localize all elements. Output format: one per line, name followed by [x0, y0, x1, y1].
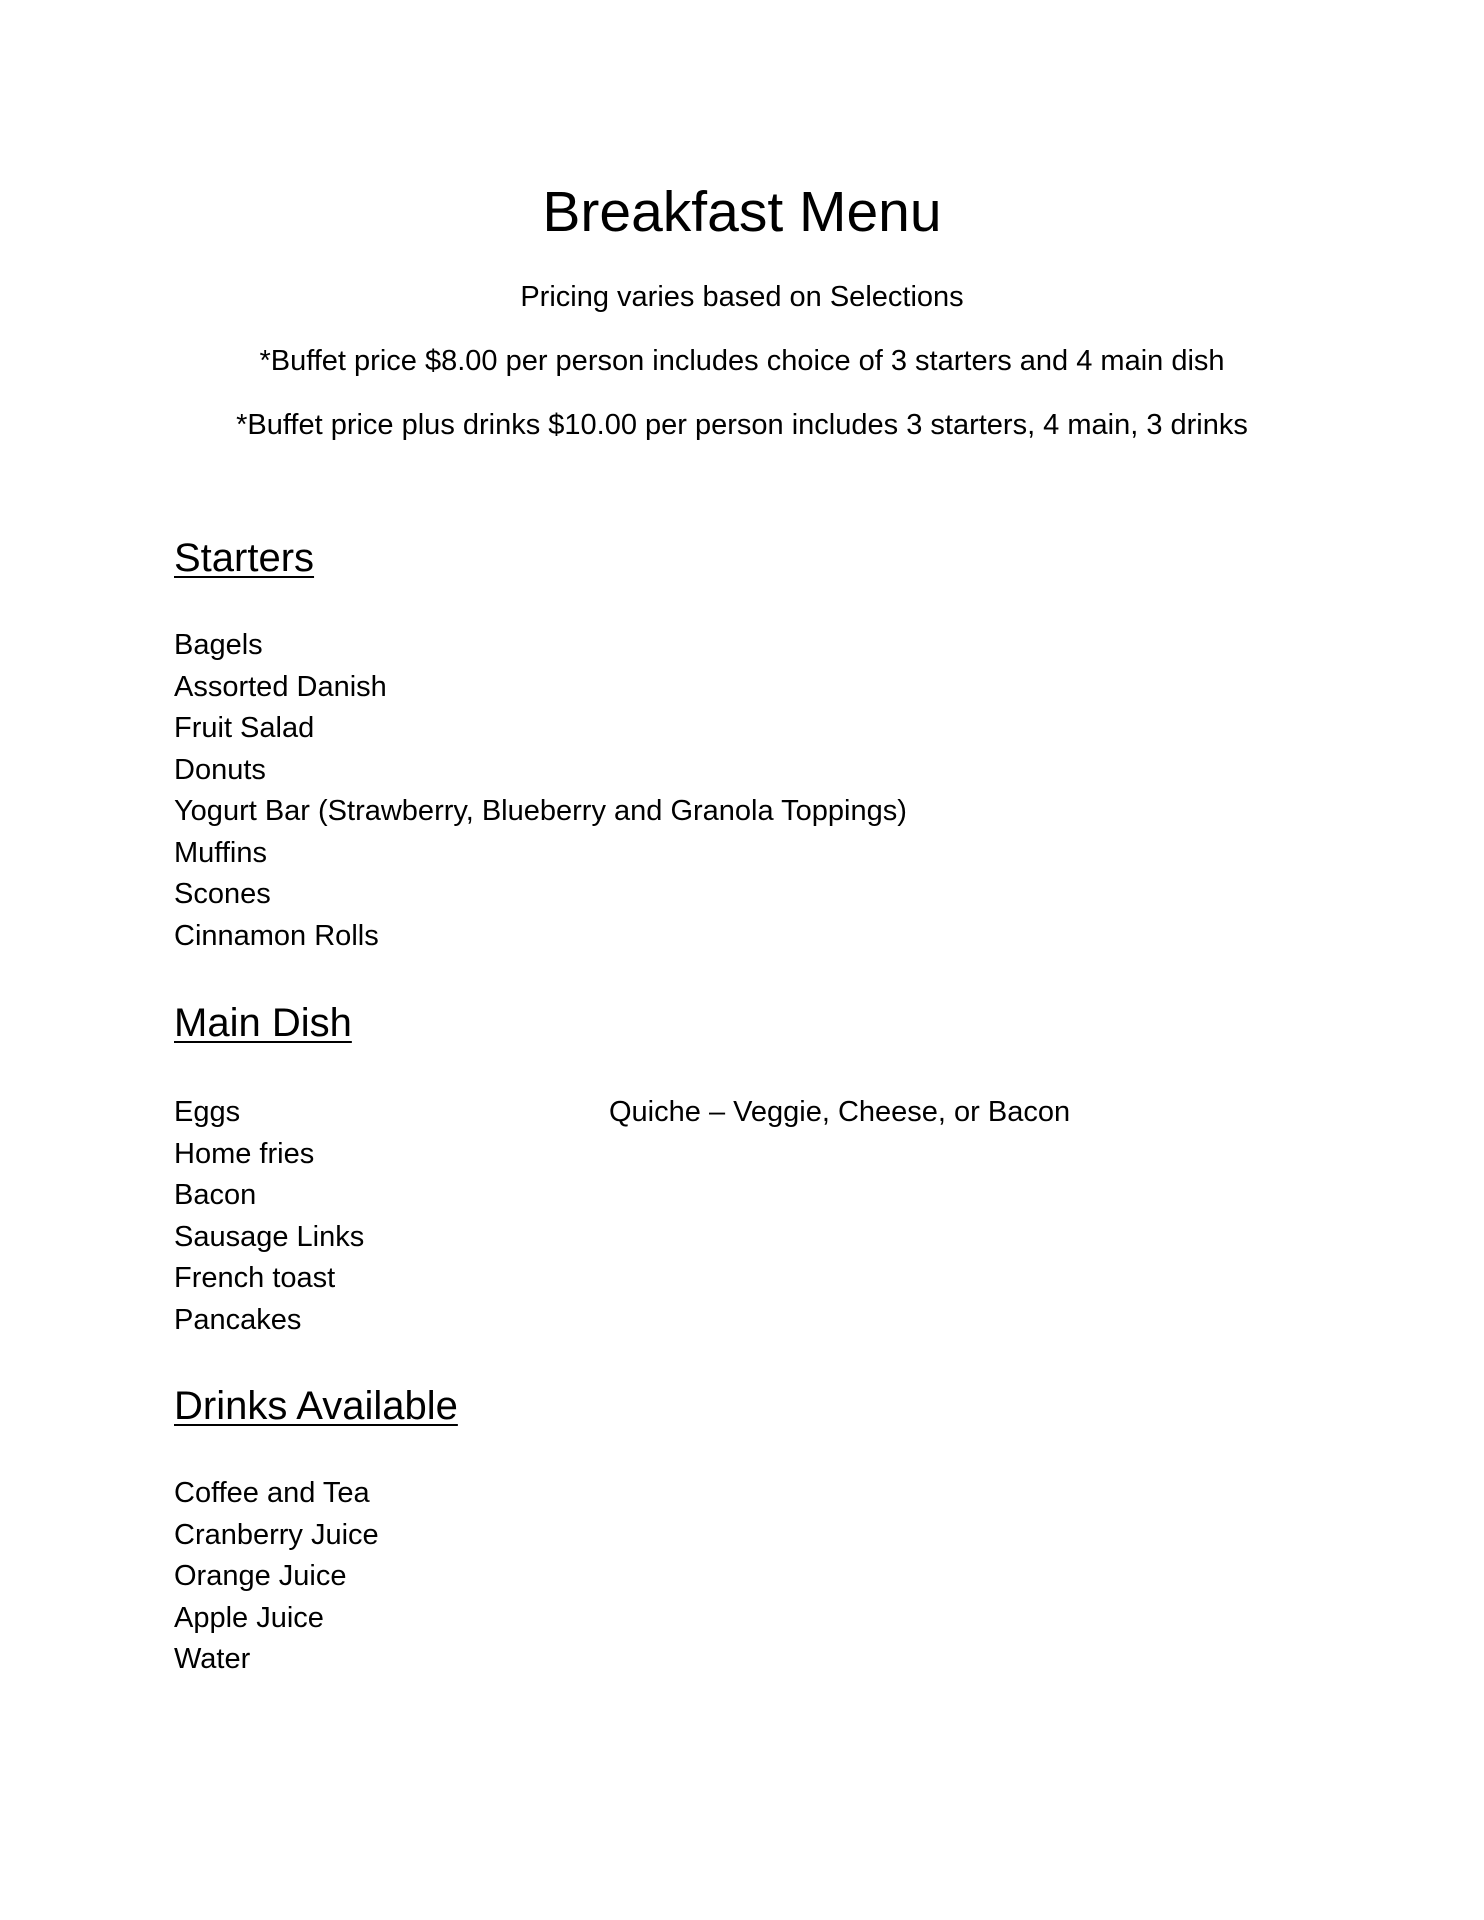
list-item: Apple Juice — [174, 1601, 324, 1634]
list-item: Cranberry Juice — [174, 1518, 379, 1551]
list-item: Cinnamon Rolls — [174, 919, 379, 952]
list-item: Scones — [174, 878, 271, 910]
list-item: Assorted Danish — [174, 670, 387, 703]
list-item: Orange Juice — [174, 1560, 347, 1592]
pricing-note-buffet-drinks: *Buffet price plus drinks $10.00 per person includes 3 starters, 4 main, 3 drinks — [236, 409, 1248, 441]
list-item: Fruit Salad — [174, 712, 315, 744]
drinks-section — [174, 1381, 1314, 1675]
main-dish-list — [174, 1092, 364, 1341]
list-item: Sausage Links — [174, 1220, 365, 1253]
main-dish-section — [174, 998, 1314, 1336]
main-dish-heading: Main Dish — [174, 1001, 352, 1045]
drinks-list — [174, 1473, 379, 1681]
drinks-heading: Drinks Available — [174, 1384, 458, 1428]
starters-list — [174, 625, 907, 957]
list-item: Quiche – Veggie, Cheese, or Bacon — [609, 1096, 1071, 1128]
list-item: Donuts — [174, 753, 266, 786]
pricing-subtitle: Pricing varies based on Selections — [520, 281, 964, 313]
list-item: Bagels — [174, 629, 263, 661]
list-item: Pancakes — [174, 1303, 302, 1336]
list-item: Home fries — [174, 1137, 315, 1170]
page-title: Breakfast Menu — [542, 180, 942, 244]
list-item: Muffins — [174, 836, 267, 869]
pricing-note-buffet: *Buffet price $8.00 per person includes choice of 3 starters and 4 main dish — [259, 345, 1225, 377]
list-item: French toast — [174, 1262, 336, 1294]
list-item: Coffee and Tea — [174, 1477, 370, 1509]
list-item: Yogurt Bar (Strawberry, Blueberry and Granola Toppings) — [174, 795, 907, 827]
list-item: Water — [174, 1643, 251, 1675]
starters-section — [174, 533, 1314, 952]
list-item: Bacon — [174, 1179, 257, 1211]
main-dish-list-col2 — [609, 1092, 1070, 1134]
starters-heading: Starters — [174, 536, 315, 580]
list-item: Eggs — [174, 1096, 241, 1128]
